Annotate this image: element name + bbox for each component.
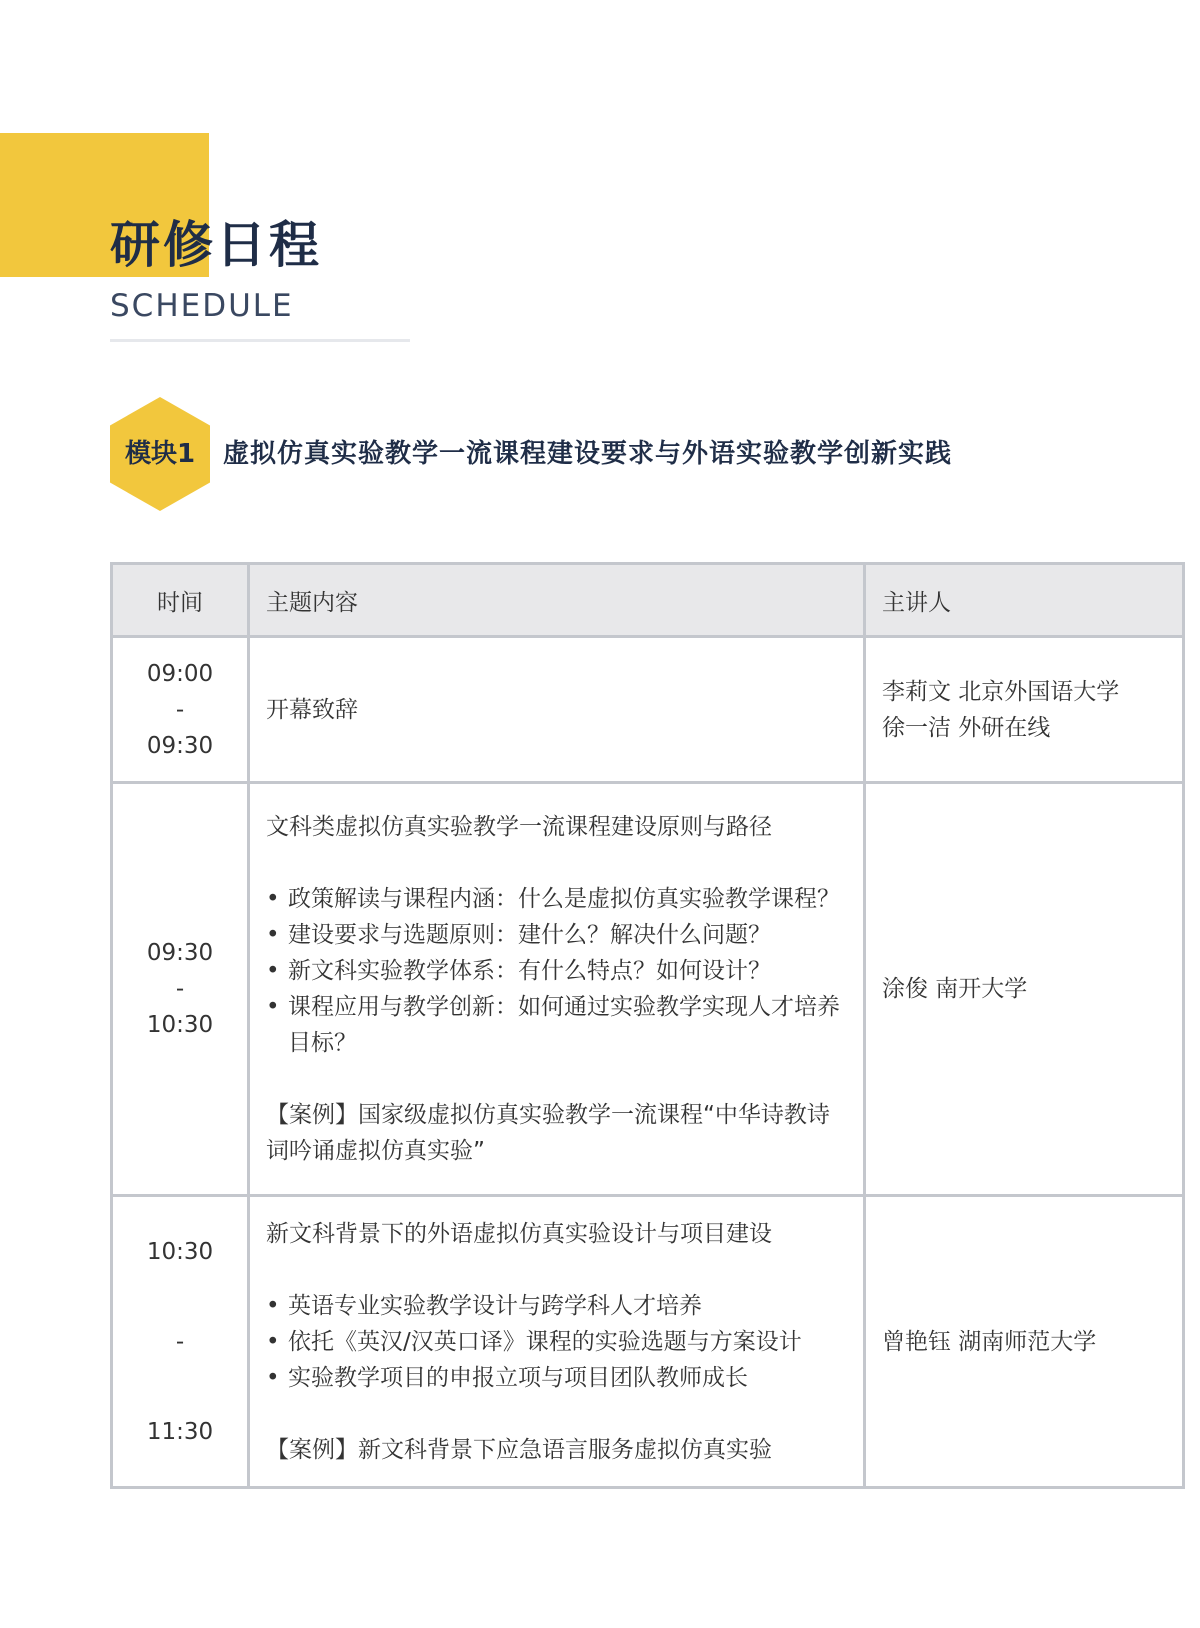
column-header-speaker: 主讲人 xyxy=(865,564,1184,637)
table-row xyxy=(112,637,1184,783)
speaker-name: 徐一洁 外研在线 xyxy=(882,714,1051,741)
bullet-value: 什么是虚拟仿真实验教学课程？ xyxy=(518,886,840,912)
time-end: 10:30 xyxy=(146,1012,214,1038)
bullet-key: 建设要求与选题原则： xyxy=(288,922,518,948)
list-item: • 依托《英汉/汉英口译》课程的实验选题与方案设计 xyxy=(266,1324,847,1360)
topic-cell xyxy=(249,1196,865,1488)
table-row xyxy=(112,783,1184,1196)
topic-title: 文科类虚拟仿真实验教学一流课程建设原则与路径 xyxy=(266,814,772,840)
time-separator: - xyxy=(175,976,185,1002)
speaker-cell xyxy=(865,1196,1184,1488)
speaker-name: 涂俊 南开大学 xyxy=(882,976,1028,1002)
time-end: 11:30 xyxy=(146,1418,214,1445)
topic-bullet-list xyxy=(266,1288,847,1396)
module-label: 模块1 xyxy=(124,439,196,469)
time-separator: - xyxy=(175,1328,185,1355)
time-cell xyxy=(112,1196,249,1488)
list-item: • 英语专业实验教学设计与跨学科人才培养 xyxy=(266,1288,847,1324)
topic-cell xyxy=(249,783,865,1196)
column-header-time: 时间 xyxy=(112,564,249,637)
speaker-cell xyxy=(865,783,1184,1196)
schedule-table xyxy=(110,562,1185,1489)
time-cell xyxy=(112,783,249,1196)
speaker-name: 李莉文 北京外国语大学 xyxy=(882,678,1120,705)
time-end: 09:30 xyxy=(146,732,214,759)
page-title: 研修日程 xyxy=(110,216,322,274)
bullet-value: 如何通过实验教学实现人才培养目标？ xyxy=(288,994,840,1056)
topic-bullet-list xyxy=(266,881,847,1061)
bullet-key: 政策解读与课程内涵： xyxy=(288,886,518,912)
bullet-key: 课程应用与教学创新： xyxy=(288,994,518,1020)
bullet-value: 有什么特点？如何设计？ xyxy=(518,958,771,984)
title-divider xyxy=(110,339,410,342)
list-item: • 实验教学项目的申报立项与项目团队教师成长 xyxy=(266,1360,847,1396)
case-study: 【案例】新文科背景下应急语言服务虚拟仿真实验 xyxy=(266,1436,772,1463)
list-item xyxy=(266,881,847,917)
speaker-cell xyxy=(865,637,1184,783)
time-start: 09:30 xyxy=(146,940,214,966)
speaker-name: 曾艳钰 湖南师范大学 xyxy=(882,1328,1097,1355)
page-subtitle: SCHEDULE xyxy=(110,288,294,324)
topic-cell xyxy=(249,637,865,783)
bullet-value: 建什么？解决什么问题？ xyxy=(518,922,771,948)
column-header-topic: 主题内容 xyxy=(249,564,865,637)
topic-title: 新文科背景下的外语虚拟仿真实验设计与项目建设 xyxy=(266,1220,772,1247)
case-study: 【案例】国家级虚拟仿真实验教学一流课程“中华诗教诗词吟诵虚拟仿真实验” xyxy=(266,1102,830,1164)
time-cell xyxy=(112,637,249,783)
time-start: 09:00 xyxy=(146,660,214,687)
time-separator: - xyxy=(175,696,185,723)
table-row xyxy=(112,1196,1184,1488)
list-item xyxy=(266,917,847,953)
table-header-row xyxy=(112,564,1184,637)
list-item xyxy=(266,989,847,1061)
list-item xyxy=(266,953,847,989)
topic-title: 开幕致辞 xyxy=(266,696,358,723)
bullet-key: 新文科实验教学体系： xyxy=(288,958,518,984)
time-start: 10:30 xyxy=(146,1238,214,1265)
module-title: 虚拟仿真实验教学一流课程建设要求与外语实验教学创新实践 xyxy=(223,439,953,469)
